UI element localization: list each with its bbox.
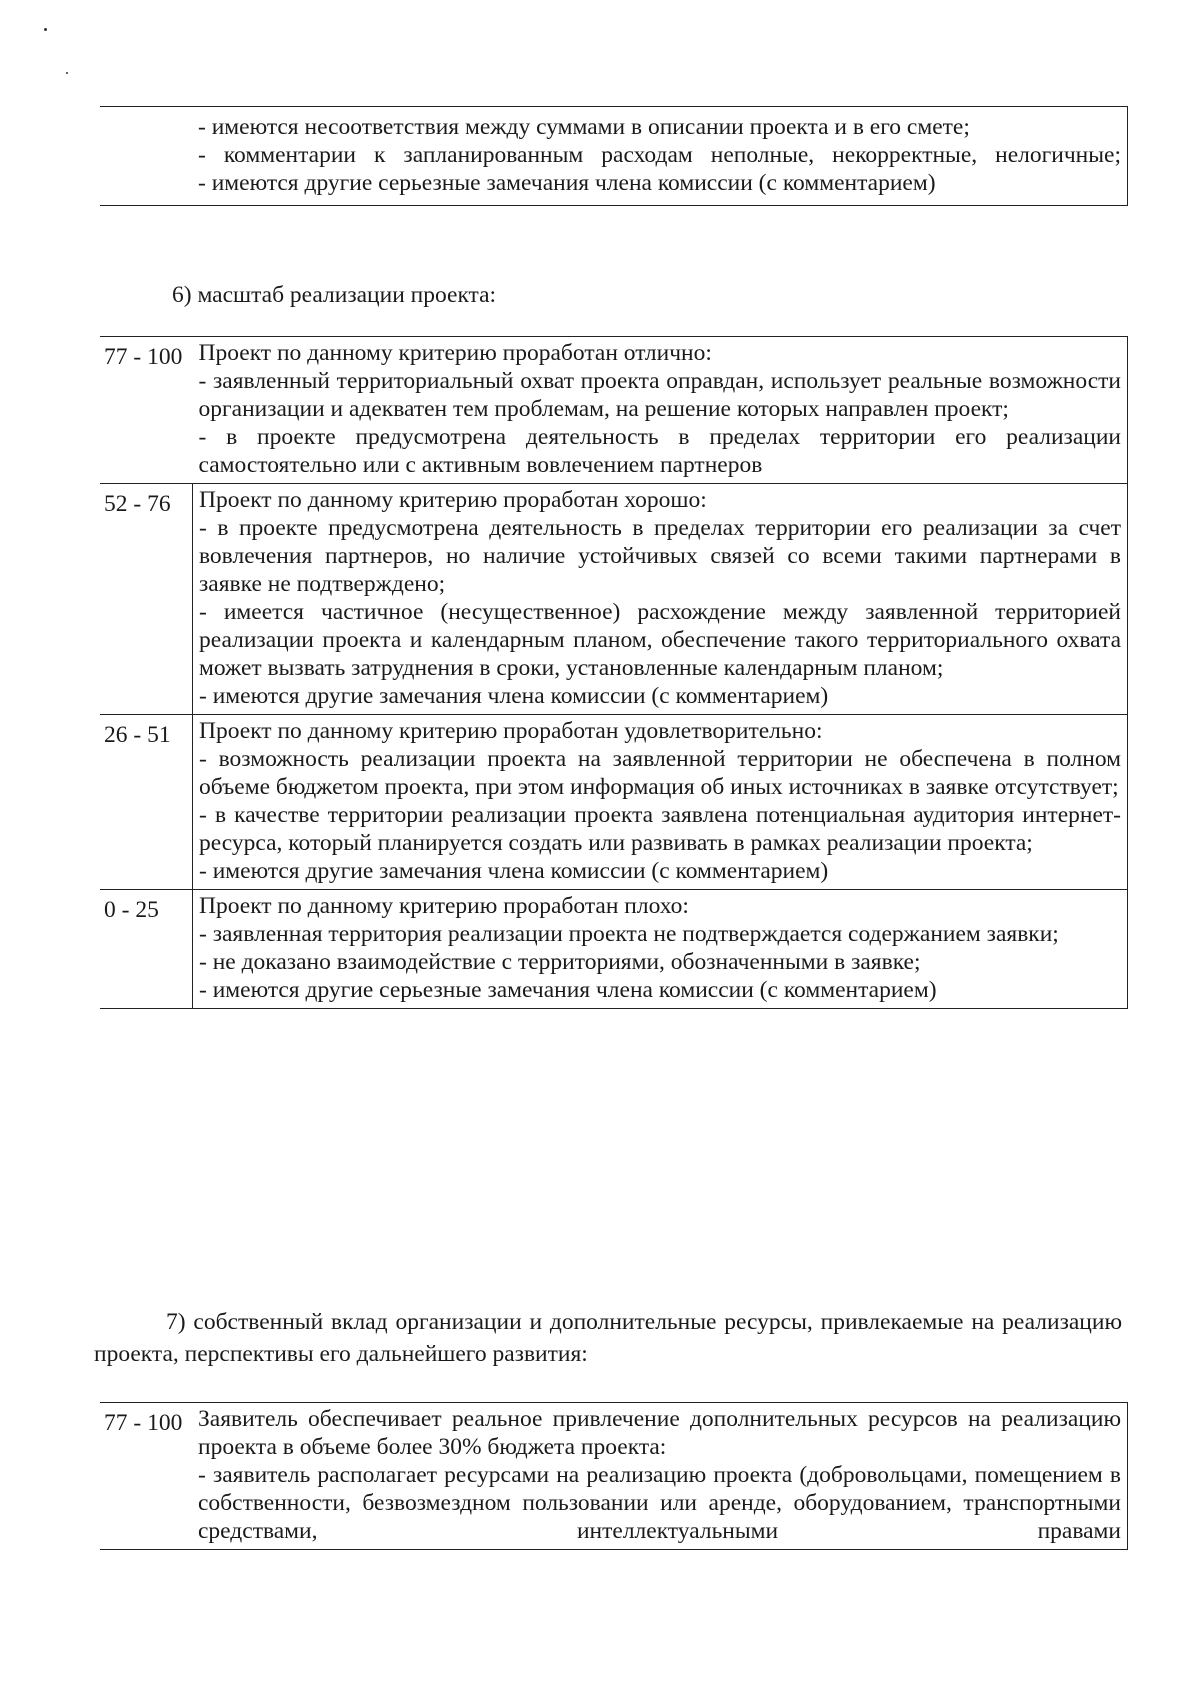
- criteria-title: Проект по данному критерию проработан отлично:: [198, 340, 712, 366]
- score-range: 77 - 100: [100, 1403, 192, 1550]
- score-range: 52 - 76: [100, 484, 193, 715]
- criteria-line: - комментарии к запланированным расходам неполные, некорректные, нелогичные;: [198, 142, 1121, 168]
- criteria-title: Проект по данному критерию проработан хорошо:: [199, 487, 707, 513]
- criteria-line: - в проекте предусмотрена деятельность в пределах территории его реализации за счет вовлечения партнеров, но наличие устойчивых связей со всеми такими партнерами в заявке не подтверждено;: [199, 515, 1121, 597]
- criteria-line: - возможность реализации проекта на заявленной территории не обеспечена в полном объеме бюджетом проекта, при этом информация об иных источниках в заявке отсутствует;: [199, 746, 1121, 800]
- criteria-line: - имеются другие замечания члена комиссии (с комментарием): [199, 858, 829, 884]
- criteria-line: - имеются другие серьезные замечания члена комиссии (с комментарием): [198, 170, 936, 196]
- scan-speck: [66, 72, 68, 74]
- section-6-heading: 6) масштаб реализации проекта:: [172, 282, 497, 308]
- table-scale: [100, 336, 1128, 1009]
- score-cell-empty: [100, 107, 192, 206]
- criteria-description: [192, 107, 1128, 206]
- criteria-line: - имеются другие замечания члена комиссии (с комментарием): [199, 683, 829, 709]
- scan-speck: [44, 28, 47, 31]
- criteria-line: - имеется частичное (несущественное) расхождение между заявленной территорией реализации проекта и календарным планом, обеспечение такого территориального охвата может вызвать затруднения в сроки, установленные календарным планом;: [199, 599, 1121, 681]
- criteria-line: - в качестве территории реализации проекта заявлена потенциальная аудитория интернет-ресурса, который планируется создать или развивать в рамках реализации проекта;: [199, 802, 1121, 856]
- table-row: [100, 1403, 1128, 1550]
- criteria-title: Проект по данному критерию проработан плохо:: [199, 893, 689, 919]
- table-row: [100, 890, 1128, 1009]
- criteria-description: [193, 337, 1128, 484]
- criteria-line: - не доказано взаимодействие с территориями, обозначенными в заявке;: [199, 949, 921, 975]
- table-row: [100, 715, 1128, 890]
- section-7-text: 7) собственный вклад организации и дополнительные ресурсы, привлекаемые на реализацию проекта, перспективы его дальнейшего развития:: [94, 1309, 1122, 1367]
- criteria-line: - заявитель располагает ресурсами на реализацию проекта (добровольцами, помещением в собственности, безвозмездном пользовании или аренде, оборудованием, транспортными средствами, интеллектуальными правами: [198, 1462, 1121, 1544]
- criteria-description: [192, 1403, 1128, 1550]
- score-range: 26 - 51: [100, 715, 193, 890]
- criteria-line: - заявленный территориальный охват проекта оправдан, использует реальные возможности организации и адекватен тем проблемам, на решение которых направлен проект;: [198, 368, 1121, 422]
- table-own-contribution: [100, 1402, 1128, 1550]
- criteria-line: - в проекте предусмотрена деятельность в пределах территории его реализации самостоятельно или с активным вовлечением партнеров: [198, 424, 1121, 478]
- criteria-description: [193, 484, 1128, 715]
- criteria-title: Заявитель обеспечивает реальное привлечение дополнительных ресурсов на реализацию проекта в объеме более 30% бюджета проекта:: [198, 1406, 1121, 1460]
- criteria-description: [193, 890, 1128, 1009]
- table-row: [100, 484, 1128, 715]
- criteria-line: - имеются несоответствия между суммами в описании проекта и в его смете;: [198, 114, 970, 140]
- section-7-heading: [94, 1306, 1122, 1370]
- criteria-line: - заявленная территория реализации проекта не подтверждается содержанием заявки;: [199, 921, 1059, 947]
- criteria-line: - имеются другие серьезные замечания члена комиссии (с комментарием): [199, 977, 937, 1003]
- table-row: [100, 337, 1128, 484]
- score-range: 77 - 100: [100, 337, 193, 484]
- score-range: 0 - 25: [100, 890, 193, 1009]
- criteria-description: [193, 715, 1128, 890]
- criteria-title: Проект по данному критерию проработан удовлетворительно:: [199, 718, 823, 744]
- table-budget-continuation: [100, 106, 1128, 206]
